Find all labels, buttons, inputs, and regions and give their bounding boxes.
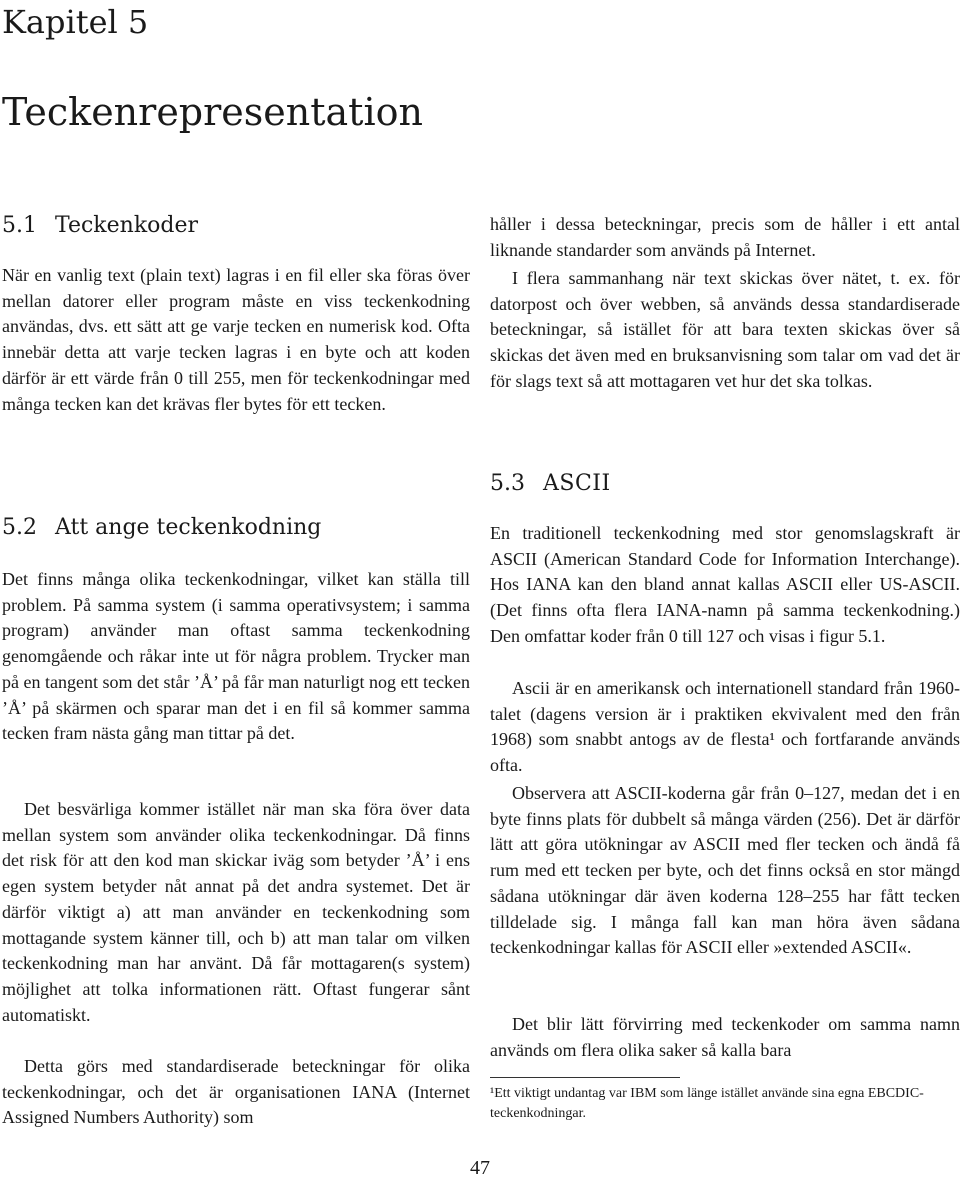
chapter-title: Teckenrepresentation: [2, 90, 423, 134]
section-heading-5-2: [2, 514, 321, 542]
paragraph: I flera sammanhang när text skickas över nätet, t. ex. för datorpost och över webben, så används dessa standardiserade beteckningar, så istället för att bara texten skickas över så skickas det även med en bruksanvisning som talar om vad det är för slags text så att mottagaren vet hur det ska tolkas.: [490, 268, 960, 391]
section-heading-5-1: [2, 212, 198, 240]
paragraph: En traditionell teckenkodning med stor genomslagskraft är ASCII (American Standard Code for Information Interchange). Hos IANA kan den bland annat kallas ASCII eller US-ASCII. (Det finns ofta flera IANA-namn på samma teckenkodning.) Den omfattar koder från 0 till 127 och visas i figur 5.1.: [490, 523, 960, 646]
section-title: Att ange teckenkodning: [55, 515, 322, 540]
paragraph: Ascii är en amerikansk och internationell standard från 1960-talet (dagens version är i praktiken ekvivalent med den från 1968) som snabbt antogs av de flesta¹ och fortfarande används ofta.: [490, 678, 960, 776]
section-number: 5.1: [2, 213, 37, 238]
section-heading-5-3: [490, 470, 611, 498]
paragraph: När en vanlig text (plain text) lagras i en fil eller ska föras över mellan datorer eller program måste en viss teckenkodning användas, dvs. ett sätt att ge varje tecken en numerisk kod. Ofta innebär detta att varje tecken lagras i en byte och att koden därför är ett värde från 0 till 255, men för teckenkodningar med många tecken kan det krävas fler bytes för ett tecken.: [2, 265, 470, 414]
section-number: 5.3: [490, 471, 525, 496]
section-title: ASCII: [543, 471, 611, 496]
section-title: Teckenkoder: [55, 213, 199, 238]
paragraph: Det besvärliga kommer istället när man ska föra över data mellan system som använder olika teckenkodningar. Då finns det risk för att den kod man skickar iväg som betyder ’Å’ i ens egen system betyder nåt annat på det andra systemet. Det är därför viktigt a) att man använder en teckenkodning som mottagande system känner till, och b) att man talar om vilken teckenkodning man har använt. Då får mottagaren(s system) möjlighet att tolka informationen rätt. Oftast fungerar sånt automatiskt.: [2, 799, 470, 1025]
footnote-divider: [490, 1077, 680, 1078]
page-number: 47: [470, 1157, 490, 1179]
paragraph: Detta görs med standardiserade beteckningar för olika teckenkodningar, och det är organisationen IANA (Internet Assigned Numbers Authority) som: [2, 1056, 470, 1128]
paragraph: Observera att ASCII-koderna går från 0–127, medan det i en byte finns plats för dubbelt så många värden (256). Det är därför lätt att göra utökningar av ASCII med fler tecken och ändå få rum med ett tecken per byte, och det finns också en stor mängd sådana utökningar där även koderna 128–255 har fått tecken tilldelade sig. I många fall kan man höra även sådana teckenkodningar kallas för ASCII eller »extended ASCII«.: [490, 783, 960, 958]
paragraph: Det blir lätt förvirring med teckenkoder om samma namn används om flera olika saker så kalla bara: [490, 1014, 960, 1060]
paragraph-continuation: håller i dessa beteckningar, precis som de håller i ett antal liknande standarder som används på Internet.: [490, 214, 960, 260]
paragraph: Det finns många olika teckenkodningar, vilket kan ställa till problem. På samma system (i samma operativsystem; i samma program) använder man oftast samma teckenkodning genomgående och råkar inte ut för några problem. Trycker man på en tangent som det står ’Å’ på får man naturligt nog ett tecken ’Å’ på skärmen och sparar man det i en fil så kommer samma tecken fram nästa gång man tittar på det.: [2, 569, 470, 744]
chapter-label: Kapitel 5: [2, 3, 149, 41]
footnote: ¹Ett viktigt undantag var IBM som länge istället använde sina egna EBCDIC-teckenkodningar.: [490, 1086, 924, 1121]
section-number: 5.2: [2, 515, 37, 540]
